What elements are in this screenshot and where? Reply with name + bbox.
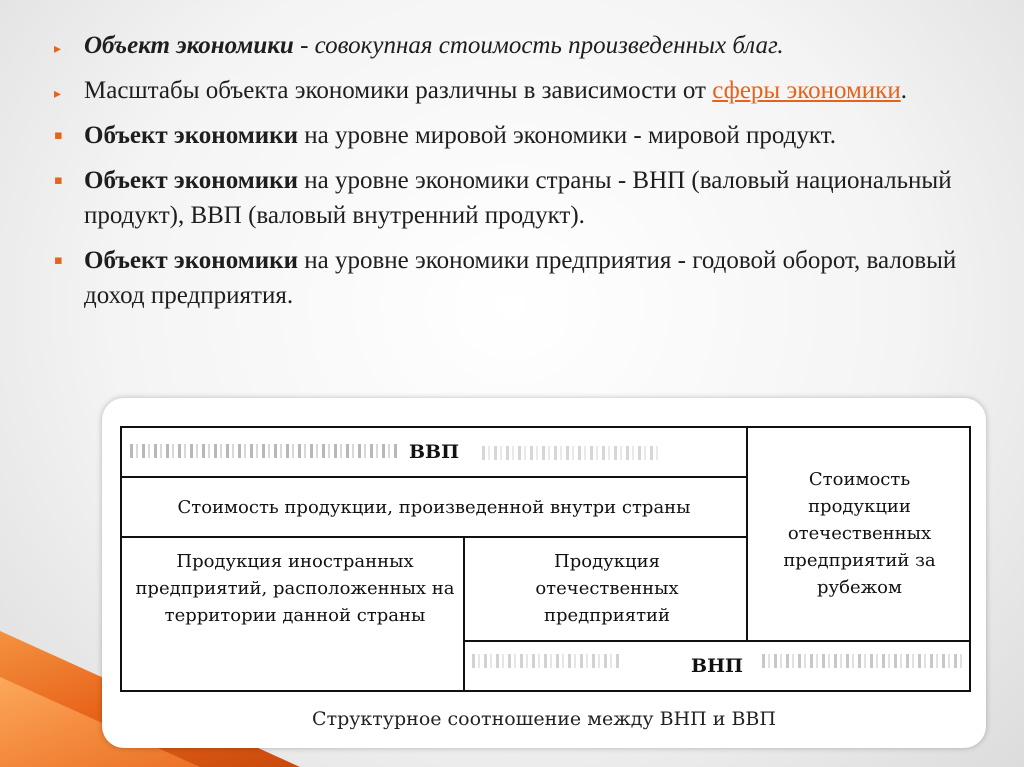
bullet-item-1 (52, 28, 982, 63)
economy-sphere-link[interactable]: сферы экономики (712, 77, 901, 104)
vnp-vvp-diagram (120, 426, 971, 692)
domestic-firms-cell (522, 538, 692, 638)
slide-text (52, 28, 982, 323)
domestic-output-text: Стоимость продукции, произведенной внутри страны (177, 496, 691, 518)
bullet-item-5 (52, 243, 982, 313)
bullet-text: на уровне экономики предприятия - годовой оборот, валовый доход предприятия. (84, 247, 957, 309)
square-bullet-icon: ▪ (54, 128, 63, 143)
abroad-text: Стоимость продукции отечественных предприятий за рубежом (783, 468, 936, 598)
square-bullet-icon: ▪ (54, 173, 63, 188)
vvp-header (122, 428, 746, 476)
bullet-term: Объект экономики (84, 247, 298, 274)
diagram-caption: Структурное соотношение между ВНП и ВВП (312, 708, 776, 730)
bullet-text-end: . (900, 77, 907, 104)
bullet-item-2 (52, 73, 982, 108)
vvp-label: ВВП (403, 439, 465, 466)
diagram-card (102, 398, 986, 748)
foreign-firms-cell (128, 538, 462, 638)
bullet-text: на уровне экономики страны - ВНП (валовый национальный продукт), ВВП (валовый внутренний продукт). (84, 167, 952, 229)
domestic-firms-text: Продукция отечественных предприятий (535, 550, 679, 626)
bullet-text: на уровне мировой экономики - мировой продукт. (297, 122, 836, 149)
foreign-firms-text: Продукция иностранных предприятий, расположенных на территории данной страны (135, 550, 455, 626)
domestic-output-cell (122, 478, 746, 536)
triangle-bullet-icon: ▸ (54, 86, 62, 102)
bullet-item-3 (52, 118, 982, 153)
bullet-term: Объект экономики (84, 122, 298, 149)
bullet-text: Масштабы объекта экономики различны в зависимости от (84, 77, 713, 104)
bullet-term: Объект экономики (84, 167, 298, 194)
bullet-item-4 (52, 163, 982, 233)
bullet-text: - совокупная стоимость произведенных благ. (293, 32, 784, 59)
bullet-term: Объект экономики (84, 32, 294, 59)
abroad-cell (772, 428, 947, 638)
vnp-label: ВНП (685, 653, 749, 680)
triangle-bullet-icon: ▸ (54, 41, 62, 57)
vnp-footer (465, 642, 969, 690)
square-bullet-icon: ▪ (54, 253, 63, 268)
